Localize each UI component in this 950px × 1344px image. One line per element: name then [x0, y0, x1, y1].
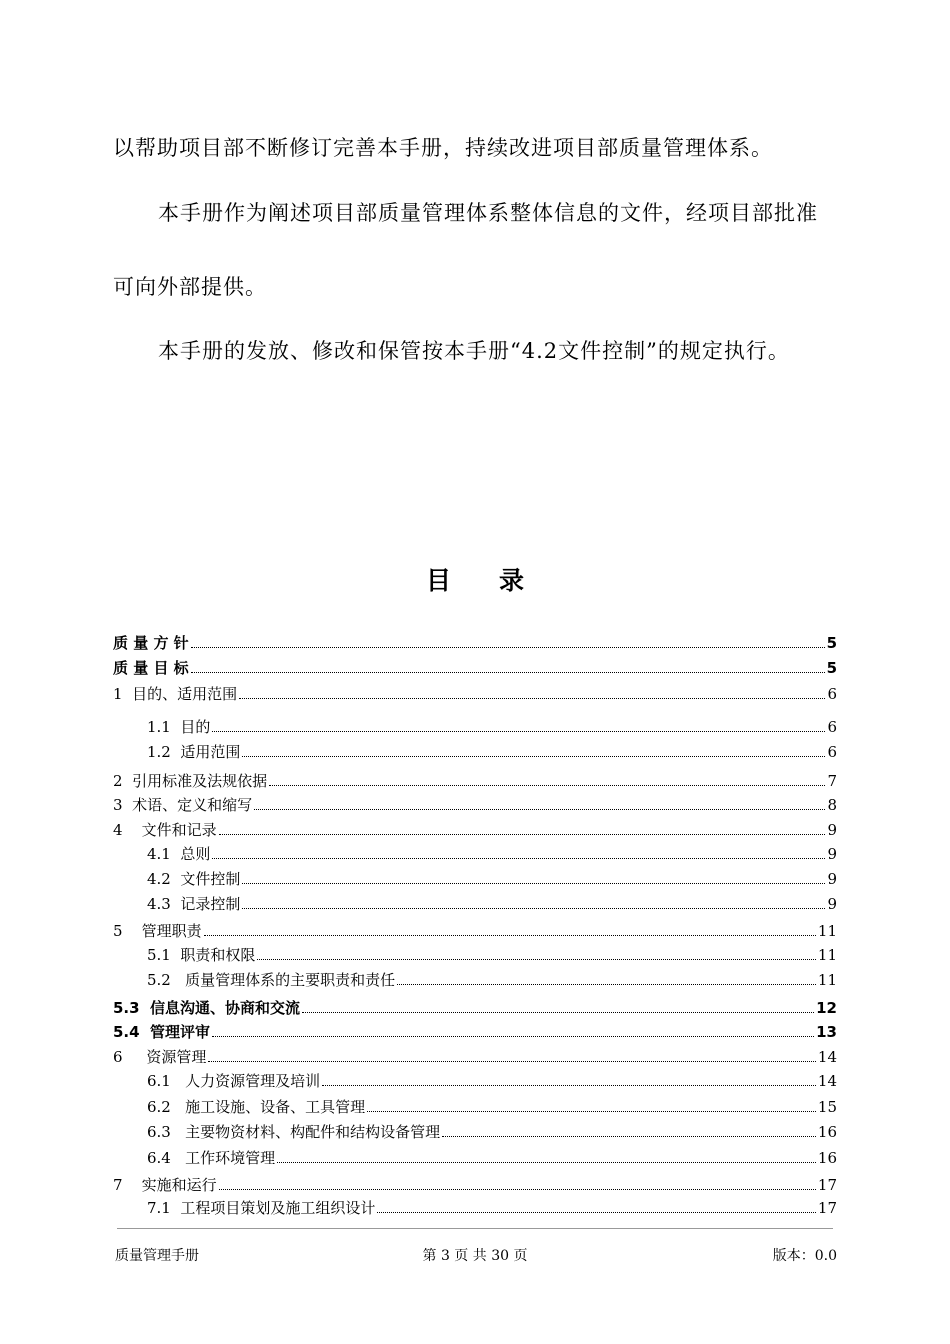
- footer-version: 版本：0.0: [772, 1248, 837, 1264]
- toc-title: [0, 561, 950, 597]
- toc-entry-number: 1: [113, 685, 133, 703]
- toc-entry[interactable]: [113, 1147, 837, 1167]
- toc-entry-number: 6.4: [147, 1149, 186, 1167]
- toc-leader-dots: [257, 958, 815, 960]
- toc-entry-number: 3: [113, 796, 133, 814]
- toc-leader-dots: [191, 671, 825, 673]
- toc-entry-page: 9: [827, 821, 837, 839]
- toc-leader-dots: [242, 755, 825, 757]
- toc-leader-dots: [239, 697, 825, 699]
- toc-entry-label: 工作环境管理: [185, 1149, 276, 1167]
- toc-leader-dots: [442, 1135, 816, 1137]
- toc-entry[interactable]: [113, 920, 837, 940]
- toc-entry-page: 9: [827, 895, 837, 913]
- toc-entry-number: 6.3: [147, 1123, 186, 1141]
- body-paragraph: 以帮助项目部不断修订完善本手册，持续改进项目部质量管理体系。: [113, 136, 773, 160]
- body-paragraph: 可向外部提供。: [113, 275, 267, 299]
- toc-entry-number: 6.2: [147, 1098, 186, 1116]
- toc-entry-label: 管理职责: [141, 922, 202, 940]
- toc-entry-label: 目的: [180, 718, 211, 736]
- body-paragraph: 本手册的发放、修改和保管按本手册“4.2文件控制”的规定执行。: [158, 339, 790, 363]
- toc-entry-page: 14: [817, 1048, 837, 1066]
- toc-entry[interactable]: [113, 1046, 837, 1066]
- toc-entry-label: 质 量 目 标: [113, 659, 189, 677]
- toc-entry-label: 质量管理体系的主要职责和责任: [185, 971, 396, 989]
- toc-entry[interactable]: [113, 969, 837, 989]
- toc-entry-page: 17: [817, 1199, 837, 1217]
- toc-entry[interactable]: [113, 632, 837, 652]
- toc-entry-number: 5.3: [113, 999, 151, 1017]
- toc-entry-page: 6: [827, 718, 837, 736]
- toc-leader-dots: [212, 1035, 814, 1037]
- toc-entry[interactable]: [113, 657, 837, 677]
- toc-entry[interactable]: [113, 1174, 837, 1194]
- toc-leader-dots: [377, 1211, 815, 1213]
- toc-leader-dots: [254, 808, 825, 810]
- toc-entry-number: 4: [113, 821, 142, 839]
- toc-entry-number: 4.1: [147, 845, 181, 863]
- toc-entry-label: 质 量 方 针: [113, 634, 189, 652]
- toc-entry-label: 实施和运行: [141, 1176, 217, 1194]
- toc-entry-number: 5.2: [147, 971, 186, 989]
- toc-entry[interactable]: [113, 944, 837, 964]
- toc-leader-dots: [277, 1161, 816, 1163]
- toc-entry[interactable]: [113, 1197, 837, 1217]
- toc-leader-dots: [367, 1110, 816, 1112]
- toc-entry-label: 管理评审: [150, 1023, 211, 1041]
- toc-leader-dots: [204, 934, 816, 936]
- toc-entry-page: 11: [817, 971, 837, 989]
- toc-entry-number: 5.1: [147, 946, 181, 964]
- footer-title: 质量管理手册: [115, 1248, 199, 1264]
- toc-leader-dots: [269, 784, 825, 786]
- toc-entry[interactable]: [113, 683, 837, 703]
- toc-entry-page: 11: [817, 922, 837, 940]
- footer-page-number: 第 3 页 共 30 页: [422, 1248, 528, 1264]
- toc-entry-number: 7.1: [147, 1199, 181, 1217]
- toc-entry-page: 6: [827, 743, 837, 761]
- footer-divider: [117, 1228, 833, 1229]
- toc-entry-label: 引用标准及法规依据: [132, 772, 268, 790]
- toc-leader-dots: [242, 882, 825, 884]
- toc-title-right: 录: [499, 566, 525, 595]
- toc-entry[interactable]: [113, 997, 837, 1017]
- toc-entry-page: 9: [827, 845, 837, 863]
- toc-entry-label: 人力资源管理及培训: [185, 1072, 321, 1090]
- toc-entry-label: 文件和记录: [141, 821, 217, 839]
- toc-entry-label: 记录控制: [180, 895, 241, 913]
- toc-entry-number: 4.3: [147, 895, 181, 913]
- toc-entry[interactable]: [113, 819, 837, 839]
- toc-entry-page: 5: [826, 634, 837, 652]
- toc-entry[interactable]: [113, 770, 837, 790]
- toc-entry-page: 7: [827, 772, 837, 790]
- toc-entry-label: 文件控制: [180, 870, 241, 888]
- toc-entry[interactable]: [113, 893, 837, 913]
- toc-leader-dots: [191, 646, 825, 648]
- toc-entry-page: 8: [827, 796, 837, 814]
- toc-entry-number: 5.4: [113, 1023, 151, 1041]
- toc-entry-page: 13: [816, 1023, 837, 1041]
- toc-leader-dots: [242, 907, 825, 909]
- toc-entry[interactable]: [113, 1096, 837, 1116]
- toc-entry-page: 5: [826, 659, 837, 677]
- toc-leader-dots: [397, 983, 816, 985]
- toc-entry[interactable]: [113, 1021, 837, 1041]
- toc-entry-page: 9: [827, 870, 837, 888]
- toc-entry[interactable]: [113, 843, 837, 863]
- toc-leader-dots: [322, 1084, 816, 1086]
- toc-leader-dots: [212, 730, 825, 732]
- toc-entry-label: 主要物资材料、构配件和结构设备管理: [185, 1123, 441, 1141]
- toc-entry-label: 工程项目策划及施工组织设计: [180, 1199, 376, 1217]
- toc-entry-number: 2: [113, 772, 133, 790]
- toc-entry[interactable]: [113, 1121, 837, 1141]
- toc-leader-dots: [208, 1060, 816, 1062]
- toc-entry-number: 5: [113, 922, 142, 940]
- toc-entry-number: 4.2: [147, 870, 181, 888]
- toc-entry-label: 职责和权限: [180, 946, 256, 964]
- toc-entry[interactable]: [113, 868, 837, 888]
- toc-entry-page: 15: [817, 1098, 837, 1116]
- toc-entry-label: 目的、适用范围: [132, 685, 238, 703]
- toc-leader-dots: [212, 857, 825, 859]
- toc-entry-label: 适用范围: [180, 743, 241, 761]
- toc-entry-number: 6: [113, 1048, 147, 1066]
- toc-entry-page: 14: [817, 1072, 837, 1090]
- toc-entry-page: 16: [817, 1149, 837, 1167]
- toc-entry-label: 施工设施、设备、工具管理: [185, 1098, 366, 1116]
- toc-entry-page: 17: [817, 1176, 837, 1194]
- toc-entry-page: 12: [816, 999, 837, 1017]
- toc-leader-dots: [219, 833, 826, 835]
- toc-entry-number: 1.2: [147, 743, 181, 761]
- toc-entry[interactable]: [113, 1070, 837, 1090]
- toc-entry-label: 资源管理: [146, 1048, 207, 1066]
- toc-entry-number: 7: [113, 1176, 142, 1194]
- toc-entry[interactable]: [113, 794, 837, 814]
- toc-entry-label: 术语、定义和缩写: [132, 796, 253, 814]
- toc-entry[interactable]: [113, 741, 837, 761]
- toc-leader-dots: [302, 1011, 814, 1013]
- toc-entry-page: 6: [827, 685, 837, 703]
- toc-entry-number: 6.1: [147, 1072, 186, 1090]
- toc-title-left: 目: [425, 566, 451, 595]
- body-paragraph: 本手册作为阐述项目部质量管理体系整体信息的文件，经项目部批准: [158, 201, 818, 225]
- toc-entry-page: 11: [817, 946, 837, 964]
- toc-entry-label: 信息沟通、协商和交流: [150, 999, 301, 1017]
- toc-entry-label: 总则: [180, 845, 211, 863]
- toc-entry[interactable]: [113, 716, 837, 736]
- toc-entry-number: 1.1: [147, 718, 181, 736]
- toc-leader-dots: [219, 1188, 816, 1190]
- toc-entry-page: 16: [817, 1123, 837, 1141]
